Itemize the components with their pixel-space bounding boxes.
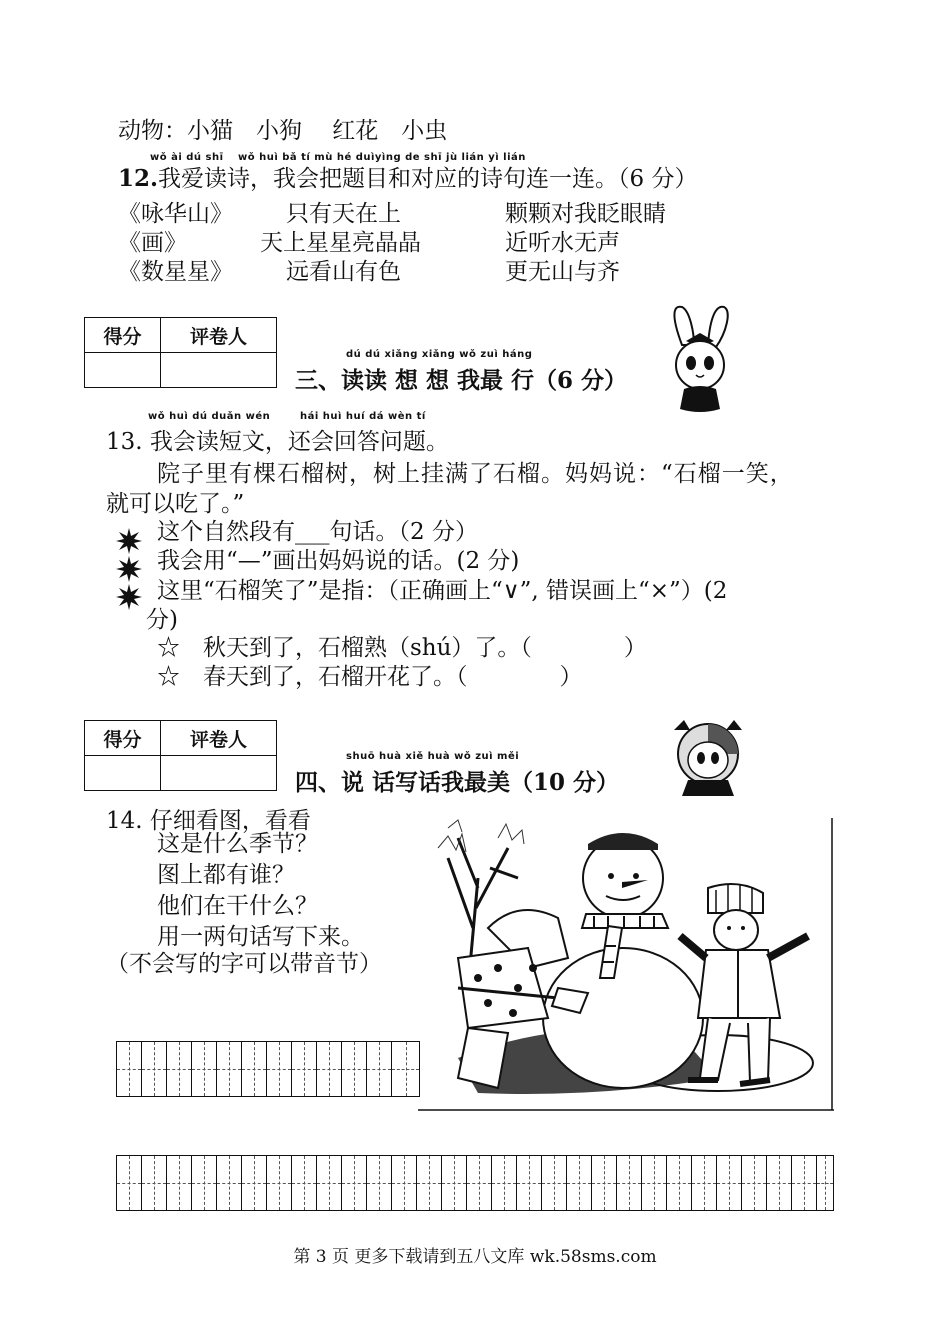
q14-note: （不会写的字可以带音节） xyxy=(106,951,382,977)
bunny-mascot-image xyxy=(660,303,740,415)
q13-item2: 我会用“—”画出妈妈说的话。(2 分) xyxy=(157,548,520,574)
q13-item1: 这个自然段有___句话。（2 分） xyxy=(157,519,478,545)
grader-header: 评卷人 xyxy=(161,721,277,756)
poem-line: 远看山有色 xyxy=(286,259,401,285)
winter-snowman-illustration xyxy=(418,818,836,1114)
poem-title: 《咏华山》 xyxy=(118,201,233,227)
q12-poem-titles xyxy=(118,200,233,287)
poem-title: 《数星星》 xyxy=(118,259,233,285)
q11-animal-line: 动物：小猫 小狗 红花 小虫 xyxy=(118,118,448,144)
poem-title: 《画》 xyxy=(118,230,187,256)
grader-cell[interactable] xyxy=(161,756,277,791)
section4-title: 四、说 话写话我最美（10 分） xyxy=(295,769,620,796)
q14-title: 14. 仔细看图，看看 xyxy=(106,808,311,834)
poem-line: 颗颗对我眨眼睛 xyxy=(505,201,666,227)
q12-number: 12. xyxy=(118,165,159,192)
q13-option2: ☆ 春天到了，石榴开花了。（ ） xyxy=(157,664,583,690)
q14-prompt: 图上都有谁？ xyxy=(157,862,295,888)
q13-passage-line1: 院子里有棵石榴树，树上挂满了石榴。妈妈说：“石榴一笑， xyxy=(157,461,794,487)
writing-grid-row-1[interactable] xyxy=(116,1041,420,1097)
score-header: 得分 xyxy=(85,318,161,353)
score-cell[interactable] xyxy=(85,756,161,791)
section3-title: 三、读读 想 想 我最 行（6 分） xyxy=(295,367,628,394)
q13-item3-cont: 分) xyxy=(146,607,178,633)
burst-icon-group xyxy=(116,528,142,610)
q14-prompt: 这是什么季节？ xyxy=(157,831,318,857)
q12-poem-lines-b xyxy=(505,200,666,287)
section4-pinyin: shuō huà xiě huà wǒ zuì měi xyxy=(346,751,520,762)
poem-line: 更无山与齐 xyxy=(505,259,620,285)
q13-option1: ☆ 秋天到了，石榴熟（shú）了。（ ） xyxy=(157,635,647,661)
poem-line: 天上星星亮晶晶 xyxy=(260,230,421,256)
q12-title-text: 我爱读诗，我会把题目和对应的诗句连一连。（6 分） xyxy=(158,166,698,192)
q12-poem-lines-a xyxy=(260,200,421,287)
q12-pinyin: wǒ ài dú shī wǒ huì bǎ tí mù hé duìyìng de shī jù lián yì lián xyxy=(150,152,526,163)
mascot-image xyxy=(668,716,748,798)
score-header: 得分 xyxy=(85,721,161,756)
q13-title: 13. 我会读短文，还会回答问题。 xyxy=(106,429,449,455)
writing-grid-row-2[interactable] xyxy=(116,1155,834,1211)
q13-pinyin-a: wǒ huì dú duǎn wén xyxy=(148,411,271,422)
section3-pinyin: dú dú xiǎng xiǎng wǒ zuì háng xyxy=(346,349,533,360)
q14-prompts xyxy=(157,829,364,953)
q12-title xyxy=(118,160,697,193)
poem-line: 只有天在上 xyxy=(286,201,401,227)
score-table xyxy=(84,317,277,388)
grader-cell[interactable] xyxy=(161,353,277,388)
score-table xyxy=(84,720,277,791)
q14-prompt: 用一两句话写下来。 xyxy=(157,924,364,950)
poem-line: 近听水无声 xyxy=(505,230,620,256)
q14-prompt: 他们在干什么？ xyxy=(157,893,318,919)
q13-pinyin-b: hái huì huí dá wèn tí xyxy=(300,411,426,422)
q13-passage-line2: 就可以吃了。” xyxy=(106,491,245,517)
page-footer: 第 3 页 更多下载请到五八文库 wk.58sms.com xyxy=(293,1247,657,1267)
score-cell[interactable] xyxy=(85,353,161,388)
grader-header: 评卷人 xyxy=(161,318,277,353)
q13-item3: 这里“石榴笑了”是指：（正确画上“∨”, 错误画上“×”）(2 xyxy=(157,578,728,604)
